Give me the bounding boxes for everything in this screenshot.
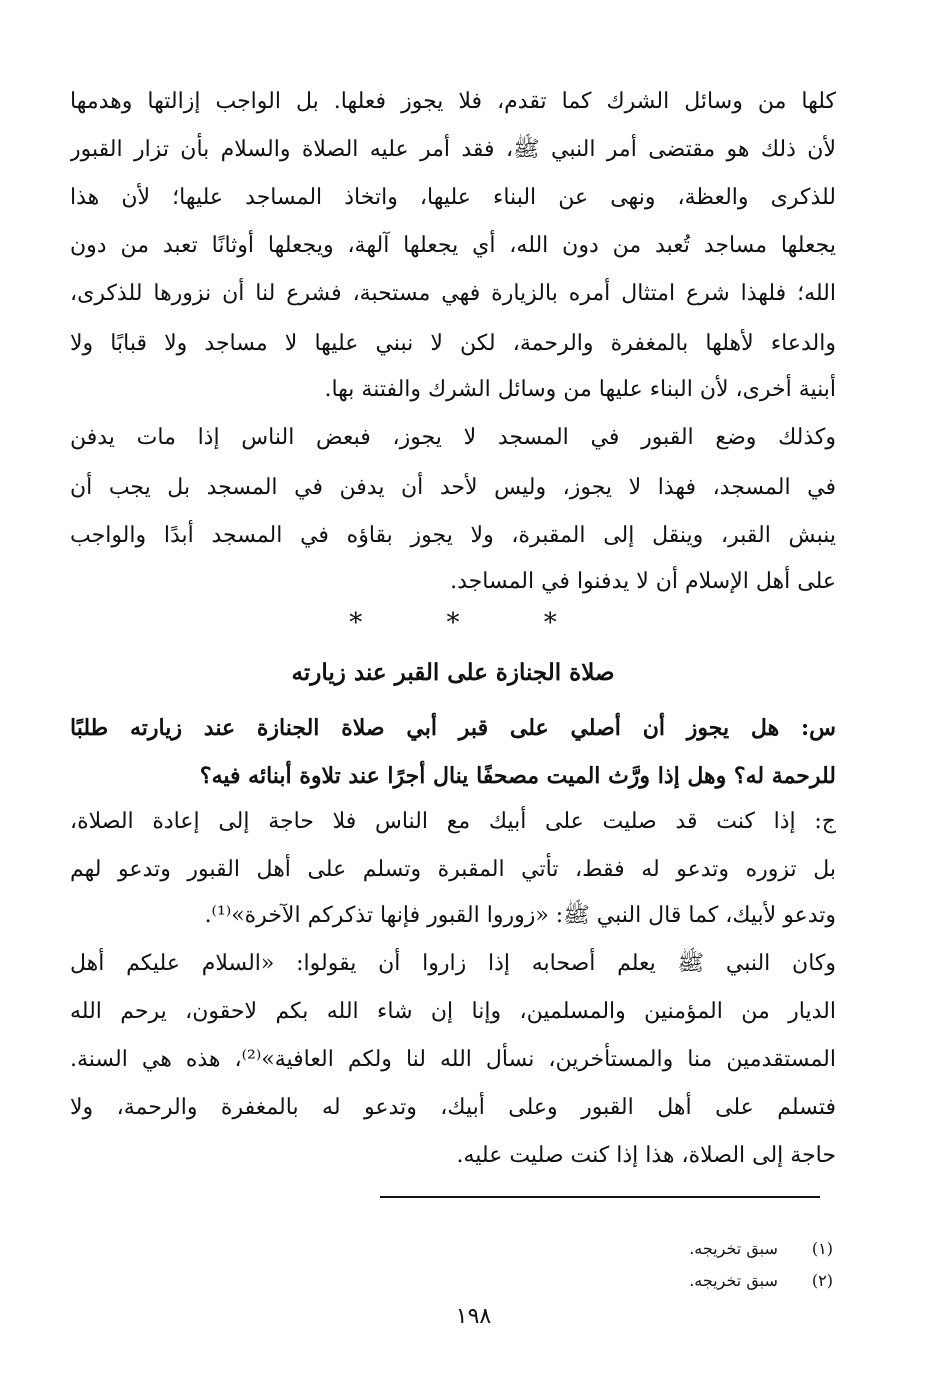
body-line: على أهل الإسلام أن لا يدفنوا في المساجد.: [450, 569, 836, 594]
body-line: ينبش القبر، وينقل إلى المقبرة، ولا يجوز بقاؤه في المسجد أبدًا والواجب: [70, 523, 836, 548]
footnote-text: سبق تخريجه.: [689, 1271, 778, 1290]
footnote-text: سبق تخريجه.: [689, 1239, 778, 1258]
body-line: لأن ذلك هو مقتضى أمر النبي ﷺ، فقد أمر عليه الصلاة والسلام بأن تزار القبور: [70, 137, 836, 162]
footnote-1: [333, 1234, 833, 1264]
body-line: يجعلها مساجد تُعبد من دون الله، أي يجعلها آلهة، ويجعلها أوثانًا تعبد من دون: [70, 233, 836, 258]
body-line: الله؛ فلهذا شرع امتثال أمره بالزيارة فهي مستحبة، فشرع لنا أن نزورها للذكرى،: [70, 281, 836, 306]
body-line: وكذلك وضع القبور في المسجد لا يجوز، فبعض الناس إذا مات يدفن: [70, 425, 836, 450]
answer-line: وكان النبي ﷺ يعلم أصحابه إذا زاروا أن يقولوا: «السلام عليكم أهل: [70, 951, 836, 976]
section-heading: صلاة الجنازة على القبر عند زيارته: [291, 659, 615, 686]
page-number: ١٩٨: [455, 1304, 492, 1329]
star-glyph: *: [543, 608, 557, 638]
answer-line: فتسلم على أهل القبور وعلى أبيك، وتدعو له بالمغفرة والرحمة، ولا: [70, 1095, 836, 1120]
body-line: للذكرى والعظة، ونهى عن البناء عليها، واتخاذ المساجد عليها؛ لأن هذا: [70, 185, 836, 210]
star-glyph: *: [349, 608, 363, 638]
answer-line: ج: إذا كنت قد صليت على أبيك مع الناس فلا حاجة إلى إعادة الصلاة،: [70, 809, 836, 834]
body-line: أبنية أخرى، لأن البناء عليها من وسائل الشرك والفتنة بها.: [324, 377, 836, 402]
answer-line: وتدعو لأبيك، كما قال النبي ﷺ: «زوروا القبور فإنها تذكركم الآخرة»⁽¹⁾.: [204, 903, 836, 928]
footnote-2: [333, 1266, 833, 1296]
answer-line: بل تزوره وتدعو له فقط، تأتي المقبرة وتسلم على أهل القبور وتدعو لهم: [70, 857, 836, 882]
star-glyph: *: [446, 608, 460, 638]
footnote-number: (٢): [811, 1271, 833, 1290]
body-line: والدعاء لأهلها بالمغفرة والرحمة، لكن لا نبني عليها لا مساجد ولا قبابًا ولا: [70, 331, 836, 356]
footnote-divider: [380, 1196, 820, 1198]
question-line: س: هل يجوز أن أصلي على قبر أبي صلاة الجنازة عند زيارته طلبًا: [70, 715, 836, 741]
question-line: للرحمة له؟ وهل إذا ورَّث الميت مصحفًا ينال أجرًا عند تلاوة أبنائه فيه؟: [199, 763, 836, 789]
footnote-number: (١): [811, 1239, 833, 1258]
section-separator: [70, 608, 836, 648]
answer-line: الديار من المؤمنين والمسلمين، وإنا إن شاء الله بكم لاحقون، يرحم الله: [70, 999, 836, 1024]
body-line: في المسجد، فهذا لا يجوز، وليس لأحد أن يدفن في المسجد بل يجب أن: [70, 475, 836, 500]
body-line: كلها من وسائل الشرك كما تقدم، فلا يجوز فعلها. بل الواجب إزالتها وهدمها: [70, 89, 836, 114]
answer-line: حاجة إلى الصلاة، هذا إذا كنت صليت عليه.: [456, 1143, 836, 1168]
answer-line: المستقدمين منا والمستأخرين، نسأل الله لنا ولكم العافية»⁽²⁾، هذه هي السنة.: [70, 1047, 836, 1072]
text-column: [70, 0, 836, 1385]
